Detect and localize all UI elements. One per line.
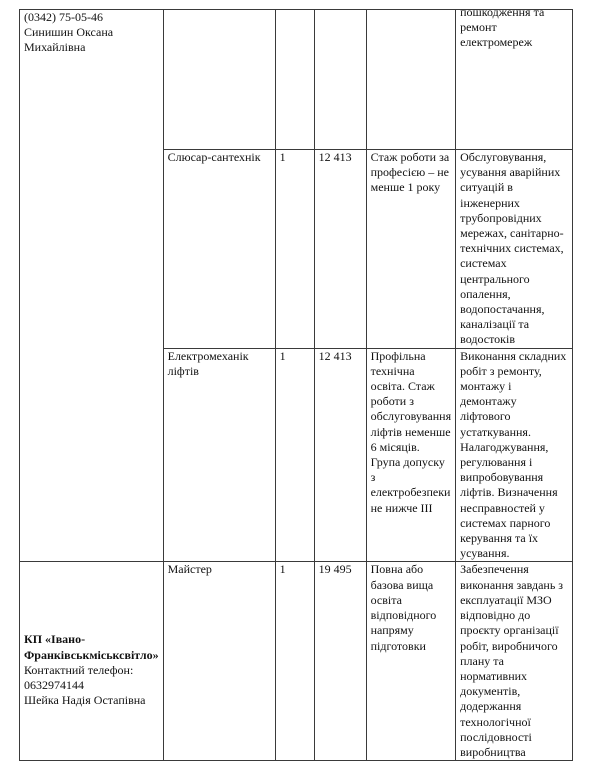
position-cell: Слюсар-сантехнік xyxy=(163,150,275,349)
employer-cell xyxy=(20,10,164,562)
employer-phone: 0632974144 xyxy=(24,677,84,692)
employer-contact-person: Шейка Надія Остапівна xyxy=(24,693,146,708)
duties-cell: Виконання складних робіт з ремонту, монтажу і демонтажу ліфтового устаткування. Налагоджування, регулювання і випробовування ліфтів. Визначення несправностей у системах парного керування та їх усування. xyxy=(456,348,573,562)
requirements-cell: Повна або базова вища освіта відповідного напряму підготовки xyxy=(366,562,456,761)
employer-name: КП «Івано-Франківськміськсвітло» xyxy=(24,632,159,662)
contact-label: Контактний телефон: xyxy=(24,662,134,677)
position-cell xyxy=(163,10,275,150)
employer-contact-person: Синишин Оксана Михайлівна xyxy=(24,25,114,55)
count-cell: 1 xyxy=(275,150,314,349)
count-cell xyxy=(275,10,314,150)
requirements-cell xyxy=(366,10,456,150)
vacancy-table xyxy=(19,9,573,761)
requirements-cell: Стаж роботи за професією – не менше 1 року xyxy=(366,150,456,349)
duties-text: пошкодження та ремонт електромереж xyxy=(460,9,545,50)
duties-cell: Забезпечення виконання завдань з експлуатації МЗО відповідно до проєкту організації робіт, виробничого плану та нормативних документів, додержання технологічної послідовності виробництва xyxy=(456,562,573,761)
requirements-cell: Профільна технічна освіта. Стаж роботи з обслуговування ліфтів неменше 6 місяців. Група допуску з електробезпеки не нижче ІІІ xyxy=(366,348,456,562)
salary-cell: 12 413 xyxy=(314,348,366,562)
salary-cell xyxy=(314,10,366,150)
count-cell: 1 xyxy=(275,562,314,761)
duties-cell xyxy=(456,10,573,150)
position-cell: Майстер xyxy=(163,562,275,761)
employer-phone: (0342) 75-05-46 xyxy=(24,10,103,24)
employer-cell xyxy=(20,562,164,761)
salary-cell: 12 413 xyxy=(314,150,366,349)
salary-cell: 19 495 xyxy=(314,562,366,761)
table-row xyxy=(20,562,573,761)
table-row xyxy=(20,10,573,150)
count-cell: 1 xyxy=(275,348,314,562)
position-cell: Електромеханік ліфтів xyxy=(163,348,275,562)
duties-cell: Обслуговування, усування аварійних ситуацій в інженерних трубопровідних мережах, санітарно-технічних системах, системах центрального опалення, водопостачання, каналізації та водостоків xyxy=(456,150,573,349)
